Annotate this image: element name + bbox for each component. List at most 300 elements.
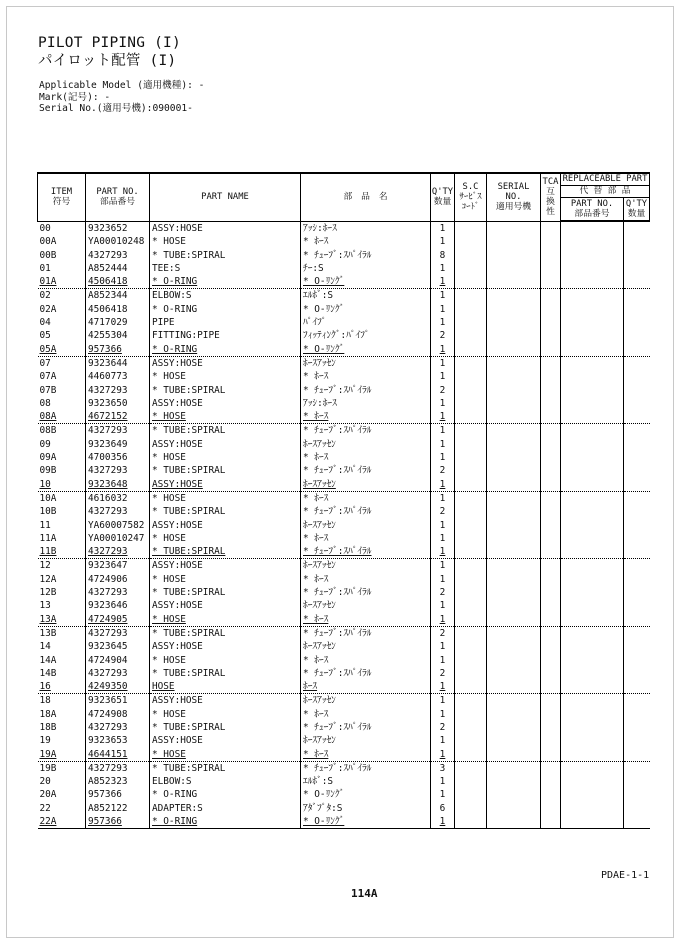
part-name-jp-cell: * ﾁｭｰﾌﾞ:ｽﾊﾟｲﾗﾙ (301, 505, 431, 518)
serial-cell (487, 802, 541, 815)
service-code-cell (455, 680, 487, 694)
repl-qty-cell (624, 249, 650, 262)
service-code-cell (455, 438, 487, 451)
part-no-cell: A852344 (86, 289, 150, 303)
serial-range: Serial No.(適用号機):090001- (39, 103, 193, 114)
part-name-jp-cell: * O-ﾘﾝｸﾞ (301, 815, 431, 829)
part-no-cell: 9323644 (86, 356, 150, 370)
part-name-jp-cell: ﾎｰｽｱｯｾﾝ (301, 559, 431, 573)
item-cell: 11A (39, 532, 57, 544)
item-cell: 08A (39, 411, 57, 423)
qty-cell: 2 (431, 505, 455, 518)
repl-part-no-cell (561, 721, 624, 734)
title-japanese: パイロット配管 (I) (38, 53, 177, 69)
serial-cell (487, 397, 541, 410)
repl-part-no-cell (561, 532, 624, 545)
qty-cell: 1 (431, 748, 455, 762)
part-no-cell: 4724906 (86, 573, 150, 586)
table-row (38, 316, 650, 329)
part-name-cell: * TUBE:SPIRAL (150, 424, 301, 438)
repl-qty-cell (624, 262, 650, 275)
repl-qty-cell (624, 410, 650, 424)
repl-qty-cell (624, 289, 650, 303)
table-row (38, 491, 650, 505)
tca-cell (541, 478, 561, 492)
qty-cell: 1 (431, 694, 455, 708)
qty-cell: 1 (431, 788, 455, 801)
part-no-cell: 4327293 (86, 761, 150, 775)
part-name-jp-cell: * O-ﾘﾝｸﾞ (301, 788, 431, 801)
item-cell: 19A (39, 748, 57, 760)
serial-cell (487, 626, 541, 640)
part-no-cell: 4327293 (86, 721, 150, 734)
repl-qty-cell (624, 626, 650, 640)
repl-qty-cell (624, 303, 650, 316)
repl-qty-cell (624, 721, 650, 734)
part-name-jp-cell: * ﾎｰｽ (301, 748, 431, 762)
table-row (38, 519, 650, 532)
repl-qty-cell (624, 788, 650, 801)
serial-cell (487, 356, 541, 370)
repl-part-no-cell (561, 329, 624, 342)
service-code-cell (455, 356, 487, 370)
serial-cell (487, 721, 541, 734)
part-name-jp-cell: * ﾁｭｰﾌﾞ:ｽﾊﾟｲﾗﾙ (301, 545, 431, 559)
table-row (38, 680, 650, 694)
part-name-jp-cell: * O-ﾘﾝｸﾞ (301, 303, 431, 316)
service-code-cell (455, 654, 487, 667)
tca-cell (541, 626, 561, 640)
service-code-cell (455, 329, 487, 342)
repl-part-no-cell (561, 478, 624, 492)
qty-cell: 2 (431, 721, 455, 734)
qty-cell: 1 (431, 235, 455, 248)
service-code-cell (455, 275, 487, 289)
repl-part-no-cell (561, 680, 624, 694)
service-code-cell (455, 599, 487, 612)
serial-cell (487, 519, 541, 532)
tca-cell (541, 356, 561, 370)
table-row (38, 654, 650, 667)
item-cell: 20 (39, 776, 51, 788)
part-name-cell: * TUBE:SPIRAL (150, 586, 301, 599)
part-name-cell: ASSY:HOSE (150, 356, 301, 370)
service-code-cell (455, 370, 487, 383)
serial-cell (487, 289, 541, 303)
tca-cell (541, 748, 561, 762)
table-row (38, 599, 650, 612)
part-name-cell: ASSY:HOSE (150, 397, 301, 410)
tca-cell (541, 262, 561, 275)
part-no-cell: 9323653 (86, 734, 150, 747)
part-name-cell: PIPE (150, 316, 301, 329)
part-name-cell: ASSY:HOSE (150, 438, 301, 451)
repl-qty-cell (624, 478, 650, 492)
serial-cell (487, 384, 541, 397)
part-name-jp-cell: * ﾁｭｰﾌﾞ:ｽﾊﾟｲﾗﾙ (301, 586, 431, 599)
qty-cell: 1 (431, 303, 455, 316)
table-row (38, 788, 650, 801)
part-name-jp-cell: ﾎｰｽｱｯｾﾝ (301, 519, 431, 532)
repl-qty-cell (624, 654, 650, 667)
part-name-jp-cell: * O-ﾘﾝｸﾞ (301, 343, 431, 357)
item-cell: 08B (38, 424, 86, 438)
repl-qty-cell (624, 316, 650, 329)
repl-part-no-cell (561, 397, 624, 410)
part-name-cell: * O-RING (150, 788, 301, 801)
item-cell: 00A (39, 236, 57, 248)
repl-part-no-cell (561, 262, 624, 275)
part-name-cell: ASSY:HOSE (150, 519, 301, 532)
part-name-jp-cell: * ﾎｰｽ (301, 235, 431, 248)
part-name-jp-cell: * ﾁｭｰﾌﾞ:ｽﾊﾟｲﾗﾙ (301, 721, 431, 734)
repl-qty-cell (624, 235, 650, 248)
tca-cell (541, 775, 561, 788)
table-row (38, 708, 650, 721)
item-cell: 22 (39, 802, 51, 814)
qty-cell: 1 (431, 613, 455, 627)
repl-qty-cell (624, 505, 650, 518)
tca-cell (541, 640, 561, 653)
service-code-cell (455, 262, 487, 275)
table-row (38, 384, 650, 397)
repl-part-no-cell (561, 559, 624, 573)
page-title (38, 34, 181, 70)
part-name-cell: HOSE (150, 680, 301, 694)
item-cell: 18 (38, 694, 86, 708)
repl-part-no-cell (561, 316, 624, 329)
part-no-cell: 9323645 (86, 640, 150, 653)
part-name-cell: * O-RING (150, 275, 301, 289)
part-name-cell: * HOSE (150, 748, 301, 762)
qty-cell: 1 (431, 221, 455, 235)
repl-qty-cell (624, 748, 650, 762)
serial-cell (487, 303, 541, 316)
repl-part-no-cell (561, 343, 624, 357)
part-name-jp-cell: ﾁｰ:S (301, 262, 431, 275)
qty-cell: 2 (431, 384, 455, 397)
table-row (38, 626, 650, 640)
part-no-cell: 4327293 (86, 545, 150, 559)
service-code-cell (455, 586, 487, 599)
repl-part-no-cell (561, 626, 624, 640)
part-name-jp-cell: ｴﾙﾎﾞ:S (301, 289, 431, 303)
serial-cell (487, 221, 541, 235)
repl-part-no-cell (561, 708, 624, 721)
service-code-cell (455, 748, 487, 762)
item-cell: 14B (39, 667, 57, 679)
serial-cell (487, 734, 541, 747)
qty-cell: 1 (431, 289, 455, 303)
part-no-cell: 4616032 (86, 491, 150, 505)
part-no-cell: YA00010248 (86, 235, 150, 248)
service-code-cell (455, 249, 487, 262)
item-cell: 11 (39, 519, 51, 531)
qty-cell: 1 (431, 708, 455, 721)
part-name-cell: * TUBE:SPIRAL (150, 464, 301, 477)
repl-qty-cell (624, 545, 650, 559)
serial-cell (487, 748, 541, 762)
item-cell: 13A (39, 613, 57, 625)
part-name-cell: * TUBE:SPIRAL (150, 761, 301, 775)
qty-cell: 1 (431, 356, 455, 370)
part-name-cell: * TUBE:SPIRAL (150, 384, 301, 397)
table-row (38, 667, 650, 680)
part-name-cell: ASSY:HOSE (150, 559, 301, 573)
col-part-name: PART NAME (150, 173, 301, 221)
tca-cell (541, 370, 561, 383)
item-cell: 10 (39, 478, 51, 490)
serial-cell (487, 586, 541, 599)
tca-cell (541, 788, 561, 801)
part-name-jp-cell: * ﾎｰｽ (301, 532, 431, 545)
tca-cell (541, 519, 561, 532)
part-no-cell: 957366 (86, 343, 150, 357)
service-code-cell (455, 505, 487, 518)
qty-cell: 1 (431, 343, 455, 357)
tca-cell (541, 491, 561, 505)
part-no-cell: 4327293 (86, 667, 150, 680)
part-name-cell: FITTING:PIPE (150, 329, 301, 342)
service-code-cell (455, 613, 487, 627)
part-name-cell: * TUBE:SPIRAL (150, 667, 301, 680)
item-cell: 09A (39, 452, 57, 464)
table-row (38, 397, 650, 410)
serial-cell (487, 788, 541, 801)
table-row (38, 559, 650, 573)
part-name-jp-cell: * O-ﾘﾝｸﾞ (301, 275, 431, 289)
part-name-cell: ASSY:HOSE (150, 694, 301, 708)
item-cell: 20A (39, 789, 57, 801)
part-no-cell: 4327293 (86, 249, 150, 262)
service-code-cell (455, 815, 487, 829)
part-name-jp-cell: * ﾎｰｽ (301, 410, 431, 424)
service-code-cell (455, 640, 487, 653)
part-name-cell: ASSY:HOSE (150, 221, 301, 235)
part-name-jp-cell: ﾎｰｽｱｯｾﾝ (301, 640, 431, 653)
tca-cell (541, 761, 561, 775)
repl-part-no-cell (561, 761, 624, 775)
repl-part-no-cell (561, 451, 624, 464)
tca-cell (541, 397, 561, 410)
table-row (38, 451, 650, 464)
serial-cell (487, 249, 541, 262)
tca-cell (541, 815, 561, 829)
tca-cell (541, 464, 561, 477)
part-no-cell: 4506418 (86, 303, 150, 316)
part-name-cell: ASSY:HOSE (150, 599, 301, 612)
tca-cell (541, 316, 561, 329)
service-code-cell (455, 721, 487, 734)
tca-cell (541, 599, 561, 612)
repl-qty-cell (624, 802, 650, 815)
service-code-cell (455, 303, 487, 316)
table-row (38, 802, 650, 815)
repl-qty-cell (624, 384, 650, 397)
model-info (39, 80, 204, 115)
part-name-jp-cell: ﾎｰｽｱｯｾﾝ (301, 734, 431, 747)
part-name-jp-cell: * ﾁｭｰﾌﾞ:ｽﾊﾟｲﾗﾙ (301, 761, 431, 775)
part-no-cell: A852323 (86, 775, 150, 788)
table-row (38, 262, 650, 275)
repl-part-no-cell (561, 599, 624, 612)
tca-cell (541, 329, 561, 342)
service-code-cell (455, 532, 487, 545)
part-name-jp-cell: ﾎｰｽｱｯｾﾝ (301, 356, 431, 370)
qty-cell: 1 (431, 654, 455, 667)
qty-cell: 1 (431, 424, 455, 438)
serial-cell (487, 545, 541, 559)
serial-cell (487, 424, 541, 438)
qty-cell: 1 (431, 734, 455, 747)
table-body (38, 221, 650, 829)
repl-part-no-cell (561, 249, 624, 262)
serial-cell (487, 478, 541, 492)
col-serial: SERIAL NO. 適用号機 (487, 173, 541, 221)
part-no-cell: A852122 (86, 802, 150, 815)
tca-cell (541, 289, 561, 303)
item-cell: 08 (39, 397, 51, 409)
item-cell: 12A (39, 573, 57, 585)
repl-qty-cell (624, 397, 650, 410)
part-no-cell: A852444 (86, 262, 150, 275)
item-cell: 07B (39, 384, 57, 396)
part-name-cell: * HOSE (150, 613, 301, 627)
part-no-cell: 4327293 (86, 505, 150, 518)
service-code-cell (455, 734, 487, 747)
repl-part-no-cell (561, 802, 624, 815)
item-cell: 16 (39, 681, 51, 693)
qty-cell: 1 (431, 545, 455, 559)
repl-qty-cell (624, 221, 650, 235)
qty-cell: 1 (431, 262, 455, 275)
repl-part-no-cell (561, 748, 624, 762)
part-name-jp-cell: ｴﾙﾎﾞ:S (301, 775, 431, 788)
serial-cell (487, 275, 541, 289)
item-cell: 07 (38, 356, 86, 370)
serial-cell (487, 775, 541, 788)
service-code-cell (455, 519, 487, 532)
repl-part-no-cell (561, 491, 624, 505)
item-cell: 00B (39, 249, 57, 261)
part-no-cell: 9323646 (86, 599, 150, 612)
part-name-jp-cell: * ﾎｰｽ (301, 491, 431, 505)
serial-cell (487, 667, 541, 680)
part-name-cell: * HOSE (150, 573, 301, 586)
repl-qty-cell (624, 680, 650, 694)
repl-part-no-cell (561, 667, 624, 680)
part-no-cell: 4724908 (86, 708, 150, 721)
service-code-cell (455, 316, 487, 329)
tca-cell (541, 802, 561, 815)
document-code: PDAE-1-1 (601, 870, 650, 881)
table-row (38, 532, 650, 545)
table-row (38, 221, 650, 235)
repl-part-no-cell (561, 410, 624, 424)
part-name-jp-cell: * ﾁｭｰﾌﾞ:ｽﾊﾟｲﾗﾙ (301, 384, 431, 397)
part-name-cell: ADAPTER:S (150, 802, 301, 815)
part-no-cell: 4327293 (86, 384, 150, 397)
repl-part-no-cell (561, 545, 624, 559)
serial-cell (487, 708, 541, 721)
item-cell: 05A (39, 343, 57, 355)
part-name-jp-cell: * ﾁｭｰﾌﾞ:ｽﾊﾟｲﾗﾙ (301, 424, 431, 438)
tca-cell (541, 343, 561, 357)
serial-cell (487, 654, 541, 667)
table-row (38, 464, 650, 477)
col-part-no: PART NO. 部品番号 (86, 173, 150, 221)
part-name-jp-cell: * ﾁｭｰﾌﾞ:ｽﾊﾟｲﾗﾙ (301, 464, 431, 477)
part-no-cell: 4255304 (86, 329, 150, 342)
table-row (38, 761, 650, 775)
tca-cell (541, 680, 561, 694)
item-cell: 13B (38, 626, 86, 640)
item-cell: 01A (39, 276, 57, 288)
part-name-cell: * HOSE (150, 235, 301, 248)
tca-cell (541, 667, 561, 680)
tca-cell (541, 532, 561, 545)
table-row (38, 343, 650, 357)
table-row (38, 613, 650, 627)
part-name-cell: * HOSE (150, 654, 301, 667)
part-name-jp-cell: * ﾎｰｽ (301, 613, 431, 627)
col-part-name-jp: 部 品 名 (301, 173, 431, 221)
serial-cell (487, 573, 541, 586)
table-row (38, 249, 650, 262)
item-cell: 19B (38, 761, 86, 775)
table-row (38, 289, 650, 303)
repl-part-no-cell (561, 275, 624, 289)
col-replaceable-jp: 代 替 部 品 (561, 185, 650, 197)
table-row (38, 370, 650, 383)
part-no-cell: 9323652 (86, 221, 150, 235)
item-cell: 02A (39, 303, 57, 315)
part-name-jp-cell: ﾎｰｽｱｯｾﾝ (301, 694, 431, 708)
serial-cell (487, 235, 541, 248)
repl-part-no-cell (561, 424, 624, 438)
qty-cell: 1 (431, 410, 455, 424)
part-no-cell: 4724905 (86, 613, 150, 627)
serial-cell (487, 505, 541, 518)
table-row (38, 478, 650, 492)
qty-cell: 2 (431, 586, 455, 599)
table-row (38, 775, 650, 788)
qty-cell: 1 (431, 599, 455, 612)
tca-cell (541, 410, 561, 424)
col-repl-qty: Q'TY 数量 (624, 197, 650, 221)
qty-cell: 1 (431, 370, 455, 383)
repl-qty-cell (624, 451, 650, 464)
table-row (38, 545, 650, 559)
item-cell: 12B (39, 587, 57, 599)
part-no-cell: 4644151 (86, 748, 150, 762)
repl-part-no-cell (561, 384, 624, 397)
part-no-cell: 4327293 (86, 626, 150, 640)
tca-cell (541, 734, 561, 747)
table-row (38, 694, 650, 708)
service-code-cell (455, 775, 487, 788)
service-code-cell (455, 545, 487, 559)
part-name-cell: * O-RING (150, 815, 301, 829)
part-name-jp-cell: ｱｯｼ:ﾎｰｽ (301, 397, 431, 410)
repl-part-no-cell (561, 573, 624, 586)
applicable-model: Applicable Model (適用機種): - (39, 80, 205, 91)
repl-part-no-cell (561, 370, 624, 383)
part-no-cell: 4327293 (86, 464, 150, 477)
table-row (38, 329, 650, 342)
service-code-cell (455, 397, 487, 410)
item-cell: 12 (38, 559, 86, 573)
